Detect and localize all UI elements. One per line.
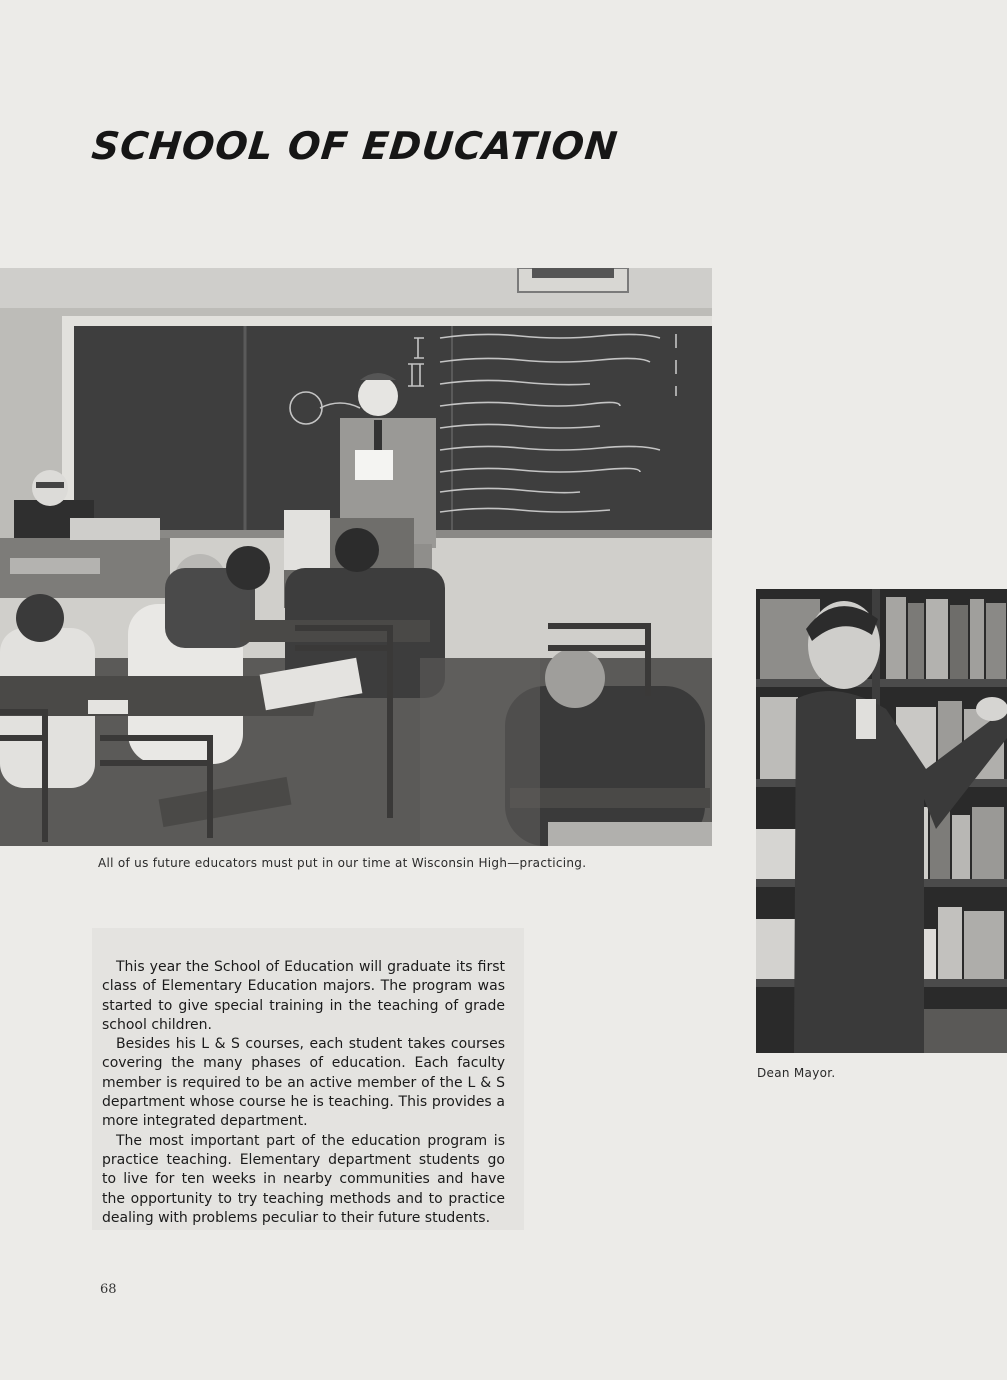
page-title: SCHOOL OF EDUCATION — [89, 124, 621, 168]
page-number: 68 — [100, 1282, 117, 1297]
body-text — [102, 958, 505, 1228]
body-paragraph: This year the School of Education will graduate its first class of Elementary Education majors. The program was started to give special training in the teaching of grade school children. — [102, 959, 505, 1033]
dean-photo — [756, 589, 1007, 1053]
classroom-photo-caption: All of us future educators must put in our time at Wisconsin High—practicing. — [98, 856, 587, 870]
classroom-photo — [0, 268, 712, 846]
dean-photo-caption: Dean Mayor. — [757, 1066, 836, 1080]
body-paragraph: The most important part of the education program is practice teaching. Elementary department students go to live for ten weeks in nearby communities and have the opportunity to try teaching methods and to practice dealing with problems peculiar to their future students. — [102, 1132, 505, 1226]
body-paragraph: Besides his L & S courses, each student takes courses covering the many phases of education. Each faculty member is required to be an active member of the L & S department whose course he is teaching. This provides a more integrated department. — [102, 1036, 505, 1130]
